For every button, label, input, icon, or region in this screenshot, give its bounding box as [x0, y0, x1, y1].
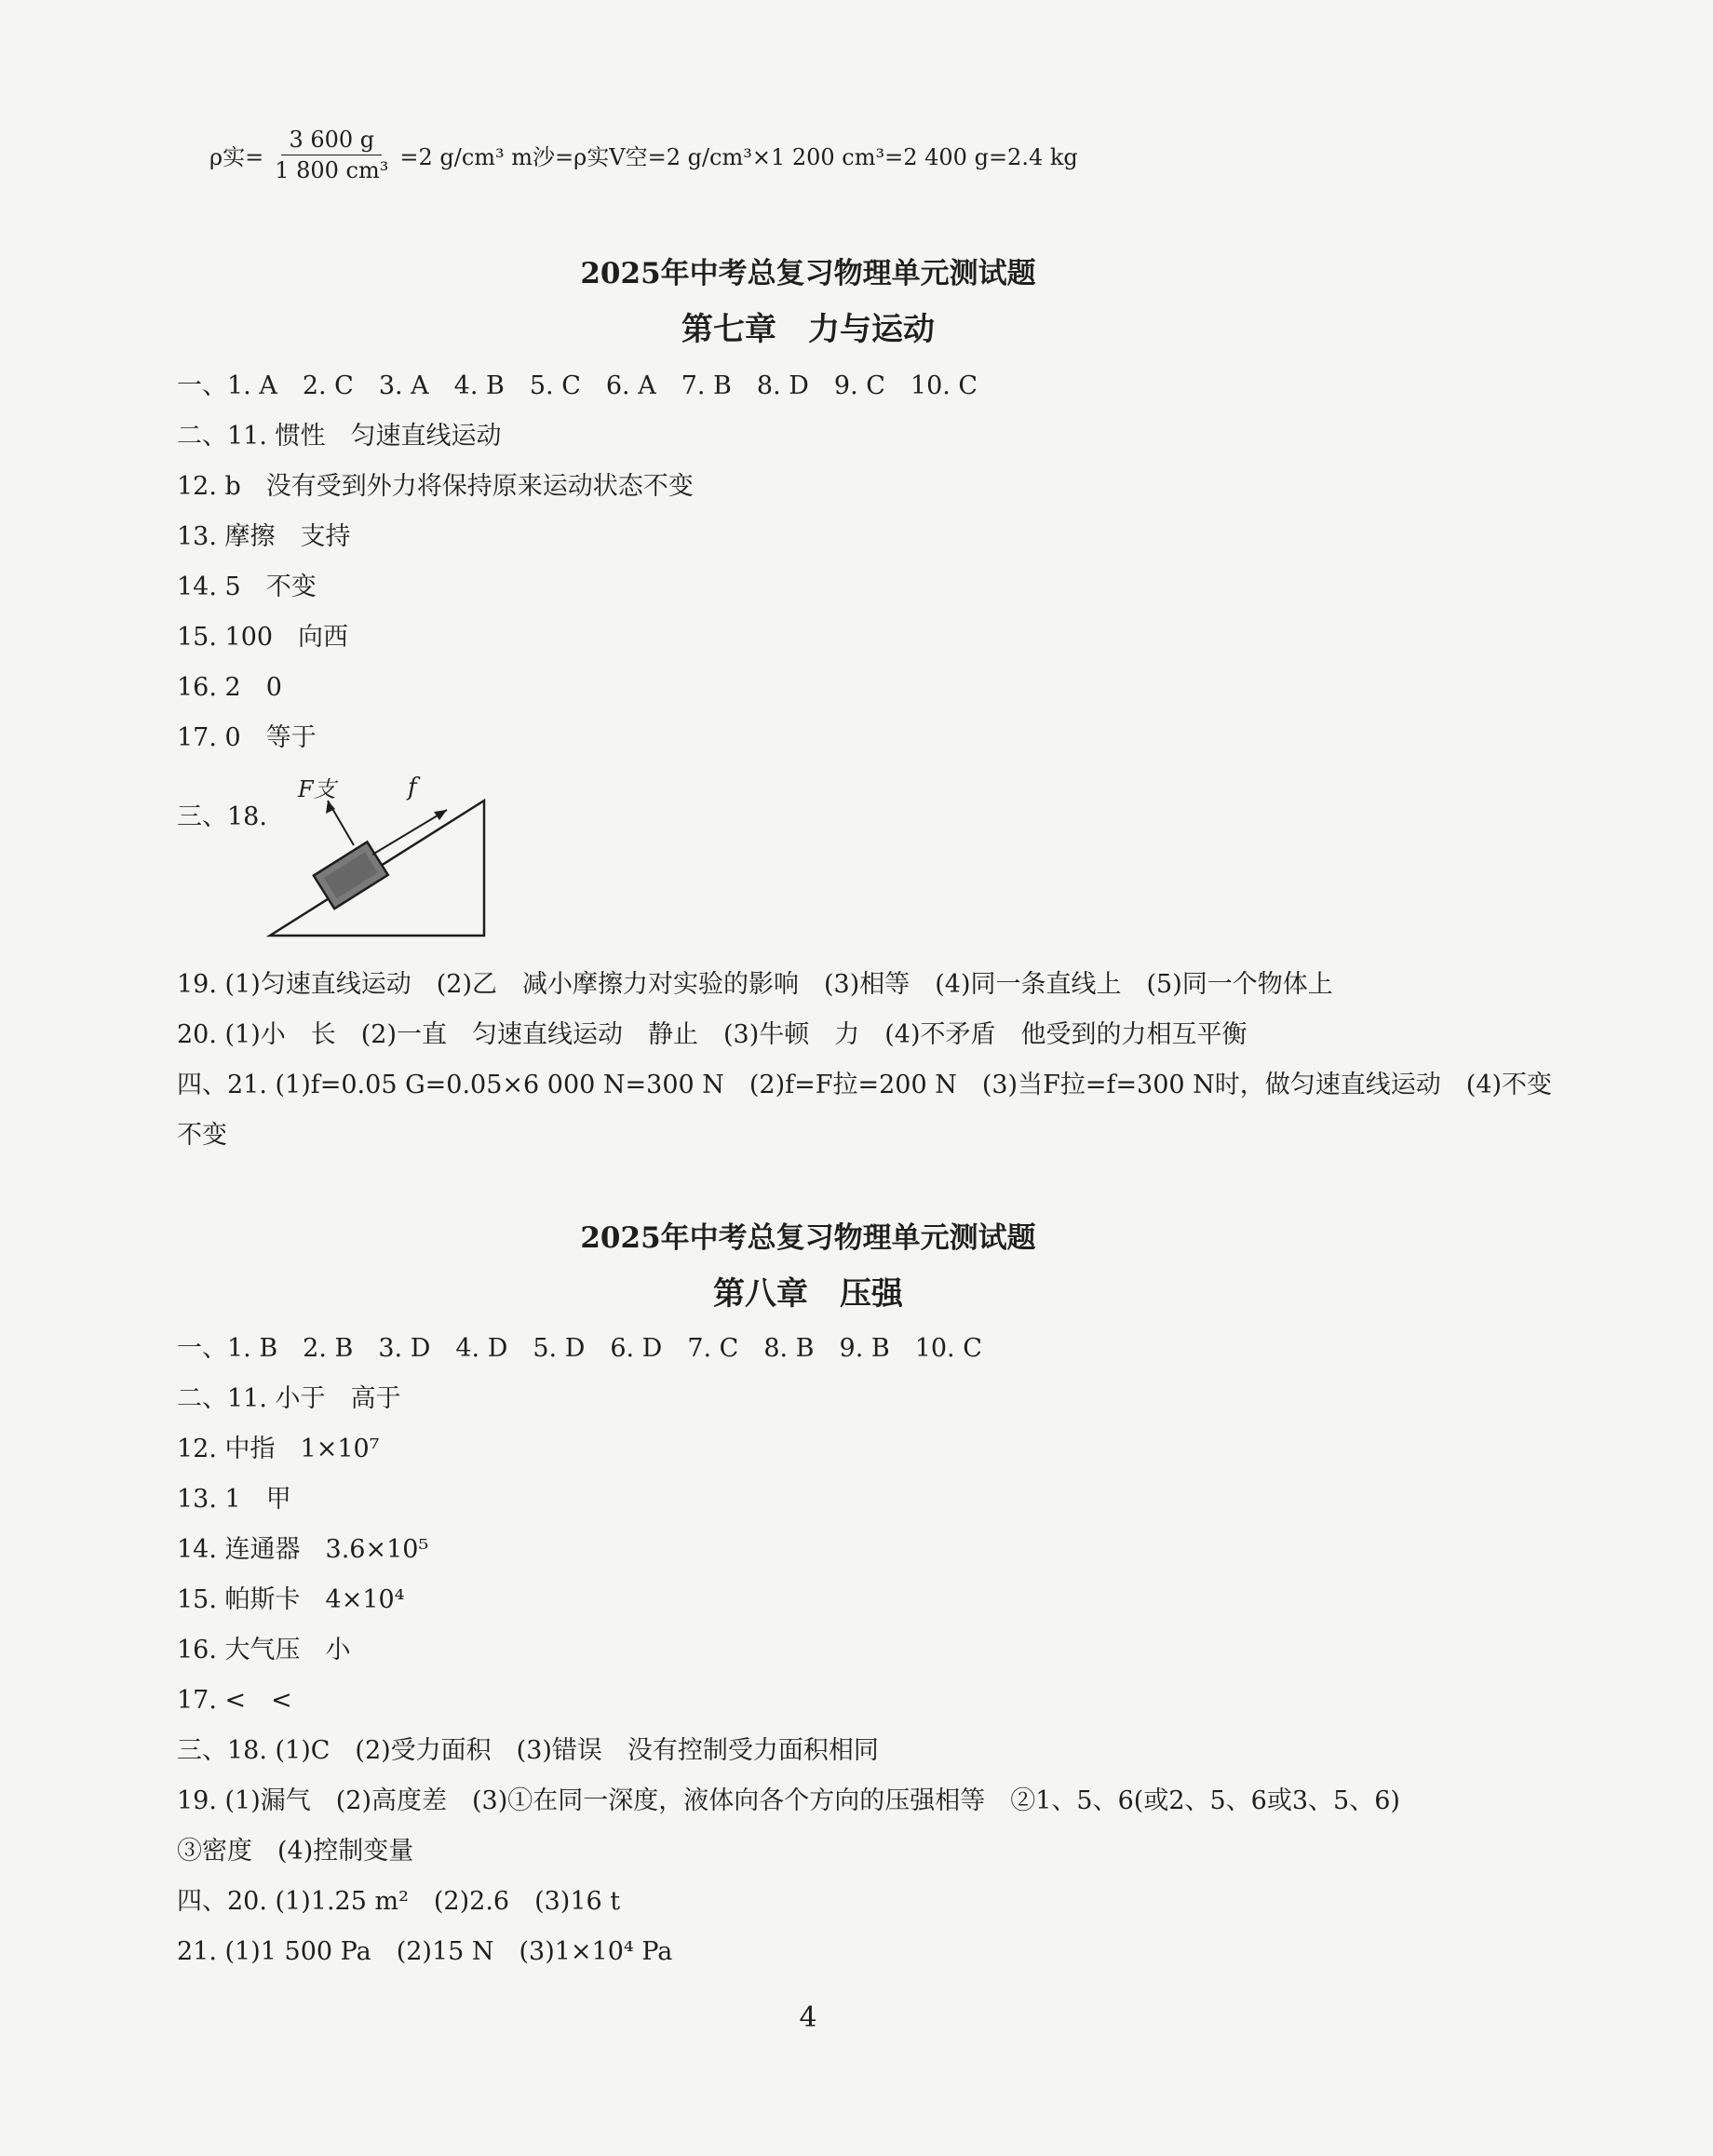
fraction-denominator: 1 800 cm³: [275, 157, 389, 183]
incline-force-diagram: [261, 773, 503, 950]
formula-fraction: [267, 127, 396, 183]
ch7-answer-line: 一、1. A 2. C 3. A 4. B 5. C 6. A 7. B 8. D 9. C 10. C: [177, 371, 978, 400]
ch7-answer-line: 16. 2 0: [177, 673, 282, 702]
ch8-answer-line: 14. 连通器 3.6×10⁵: [177, 1535, 429, 1564]
ch8-answer-line: 17. < <: [177, 1686, 292, 1715]
ch7-answer-line: 20. (1)小 长 (2)一直 匀速直线运动 静止 (3)牛顿 力 (4)不矛盾 他受到的力相互平衡: [177, 1020, 1248, 1049]
ch8-answer-line: 13. 1 甲: [177, 1485, 291, 1514]
ch7-answer-line: 13. 摩擦 支持: [177, 522, 351, 551]
ch7-answer-line: 三、18.: [177, 802, 267, 831]
density-formula: [209, 127, 1078, 183]
ch7-answer-line: 二、11. 惯性 匀速直线运动: [177, 422, 502, 451]
ch7-subtitle: 第七章 力与运动: [681, 311, 935, 348]
ch8-subtitle: 第八章 压强: [713, 1275, 903, 1313]
ch8-answer-line: 三、18. (1)C (2)受力面积 (3)错误 没有控制受力面积相同: [177, 1736, 879, 1765]
ch8-title: 2025年中考总复习物理单元测试题: [580, 1221, 1036, 1255]
ch7-answer-line: 不变: [177, 1121, 227, 1150]
ch8-answer-line: 21. (1)1 500 Pa (2)15 N (3)1×10⁴ Pa: [177, 1937, 673, 1966]
ch8-answer-line: 15. 帕斯卡 4×10⁴: [177, 1585, 405, 1614]
ch7-answer-line: 15. 100 向西: [177, 623, 349, 652]
ch8-answer-line: 16. 大气压 小: [177, 1636, 351, 1664]
friction-label: f: [408, 774, 417, 802]
ch8-answer-line: ③密度 (4)控制变量: [177, 1837, 414, 1866]
ch7-answer-line: 19. (1)匀速直线运动 (2)乙 减小摩擦力对实验的影响 (3)相等 (4)同一条直线上 (5)同一个物体上: [177, 970, 1333, 999]
ch7-answer-line: 17. 0 等于: [177, 723, 317, 752]
formula-lhs: ρ实=: [209, 144, 264, 170]
ch7-title: 2025年中考总复习物理单元测试题: [580, 257, 1036, 290]
ch8-answer-line: 19. (1)漏气 (2)高度差 (3)①在同一深度，液体向各个方向的压强相等 ②1、5、6(或2、5、6或3、5、6): [177, 1786, 1400, 1815]
ch7-answer-line: 12. b 没有受到外力将保持原来运动状态不变: [177, 472, 694, 501]
ch8-answer-line: 四、20. (1)1.25 m² (2)2.6 (3)16 t: [177, 1887, 621, 1916]
ch8-answer-line: 一、1. B 2. B 3. D 4. D 5. D 6. D 7. C 8. B 9. B 10. C: [177, 1334, 982, 1363]
ch7-answer-line: 四、21. (1)f=0.05 G=0.05×6 000 N=300 N (2)f=F拉=200 N (3)当F拉=f=300 N时，做匀速直线运动 (4)不变: [177, 1071, 1553, 1099]
support-force-label: F支: [298, 776, 336, 802]
fraction-numerator: 3 600 g: [281, 127, 382, 155]
page-number: 4: [799, 2001, 817, 2034]
ch7-answer-line: 14. 5 不变: [177, 573, 317, 601]
ch8-answer-line: 12. 中指 1×10⁷: [177, 1435, 380, 1463]
formula-rest: =2 g/cm³ m沙=ρ实V空=2 g/cm³×1 200 cm³=2 400 g=2.4 kg: [399, 144, 1078, 170]
ch8-answer-line: 二、11. 小于 高于: [177, 1384, 401, 1413]
